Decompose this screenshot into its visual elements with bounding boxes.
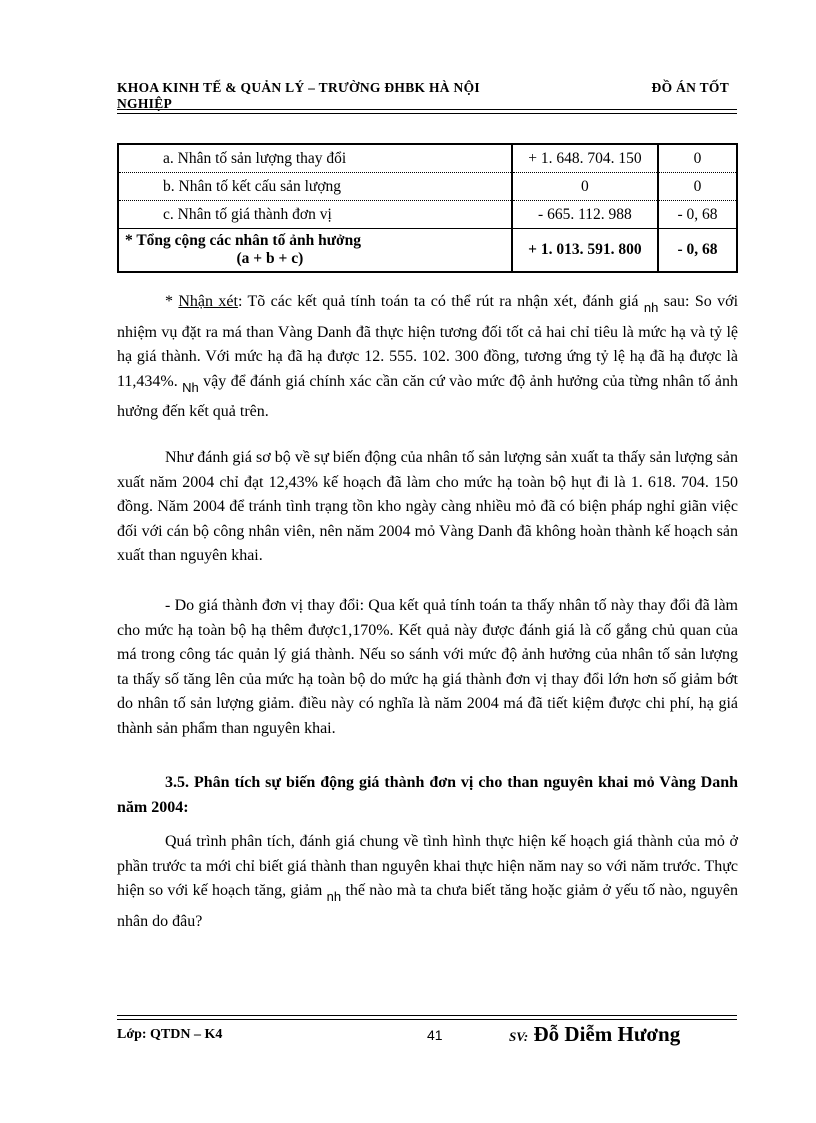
row-value: + 1. 648. 704. 150 [512,144,658,173]
student-name: Đỗ Diễm Hương [533,1022,681,1046]
total-label-line1: * Tổng cộng các nhân tố ảnh hưởng [125,232,361,249]
table-total-row [118,229,737,273]
header-doc-type: ĐỒ ÁN TỐT [651,80,729,95]
row-label: a. Nhân tố sản lượng thay đổi [118,144,512,173]
total-label [118,229,512,273]
footer-rule [117,1019,737,1020]
page-footer [117,1015,737,1055]
remark-fragment: nh [643,300,659,315]
remark-text: sau: So với nhiệm vụ đặt ra má than Vàng Danh đã thực hiện tương đối tốt cả hai chỉ tiêu là mức hạ và tỷ lệ hạ giá thành. Với mức hạ đã hạ được 12. 555. 102. 300 đồng, tương ứng tỷ lệ hạ đã hạ được là 11,434%. [117,293,739,390]
footer-class: Lớp: QTDN – K4 [117,1027,223,1042]
factor-table [117,143,738,273]
total-label-line2: (a + b + c) [236,250,304,267]
table-row [118,144,737,173]
header-rule [117,113,737,114]
total-value: + 1. 013. 591. 800 [512,229,658,273]
page-header [117,80,737,112]
row-percent: 0 [658,173,737,201]
student-label: SV: [509,1029,529,1044]
header-wrap-text: NGHIỆP [117,96,173,111]
row-label: c. Nhân tố giá thành đơn vị [118,201,512,229]
paragraph-remark [117,290,738,425]
row-value: 0 [512,173,658,201]
paragraph-text: Như đánh giá sơ bộ về sự biến động của nhân tố sản lượng sản xuất ta thấy sản lượng sản xuất năm 2004 chỉ đạt 12,43% kế hoạch đã làm cho mức hạ toàn bộ hụt đi là 1. 618. 704. 150 đồng. Năm 2004 để tránh tình trạng tồn kho ngày càng nhiều mỏ đã có biện pháp nghỉ giãn việc đối với cán bộ công nhân viên, nên năm 2004 mỏ Vàng Danh đã không hoàn thành kế hoạch sản xuất than nguyên khai. [117,449,738,565]
paragraph-text: thế nào mà ta chưa biết tăng hoặc giảm ở yếu tố nào, nguyên nhân do đâu? [117,882,738,930]
header-left-text: KHOA KINH TẾ & QUẢN LÝ – TRƯỜNG ĐHBK HÀ NỘI [117,80,480,95]
footer-rule [117,1015,737,1016]
row-value: - 665. 112. 988 [512,201,658,229]
remark-fragment: Nh [182,379,199,395]
paragraph-output [117,446,738,569]
remark-label: Nhận xét [178,293,238,310]
row-percent: 0 [658,144,737,173]
paragraph-text: - Do giá thành đơn vị thay đổi: Qua kết quả tính toán ta thấy nhân tố này thay đổi đã làm cho mức hạ toàn bộ hạ thêm được1,170%. Kết quả này được đánh giá là cố gắng chủ quan của má trong công tác quản lý giá thành. Nếu so sánh với mức độ ảnh hưởng của nhân tố sản lượng ta thấy số tăng lên của mức hạ toàn bộ do mức hạ giá thành đơn vị thay đổi lớn hơn số giảm bớt do nhân tố sản lượng giảm. điều này có nghĩa là năm 2004 má đã tiết kiệm được chi phí, hạ giá thành sản phẩm than nguyên khai. [117,597,738,737]
row-percent: - 0, 68 [658,201,737,229]
paragraph-unit-cost [117,594,738,742]
section-heading [117,771,738,820]
paragraph-fragment: nh [326,889,342,905]
paragraph-analysis [117,830,738,934]
remark-text: vậy để đánh giá chính xác cần căn cứ vào mức độ ảnh hưởng của từng nhân tố ảnh hưởng đến kết quả trên. [117,372,739,421]
paragraph-text: Quá trình phân tích, đánh giá chung về tình hình thực hiện kế hoạch giá thành của mỏ ở phần trước ta mới chỉ biết giá thành than nguyên khai thực hiện năm nay so với năm trước. Thực hiện so với kế hoạch tăng, giảm [117,833,738,900]
heading-text: 3.5. Phân tích sự biến động giá thành đơn vị cho than nguyên khai mỏ Vàng Danh năm 2004: [117,774,738,816]
table-row [118,173,737,201]
footer-student [509,1022,680,1047]
header-rule [117,109,737,110]
table-row [118,201,737,229]
remark-text: : Tõ các kết quả tính toán ta có thể rút ra nhận xét, đánh giá [237,293,644,310]
page-number: 41 [427,1027,443,1043]
total-percent: - 0, 68 [658,229,737,273]
remark-lead: * [165,293,179,310]
header-institution [117,80,557,112]
row-label: b. Nhân tố kết cấu sản lượng [118,173,512,201]
